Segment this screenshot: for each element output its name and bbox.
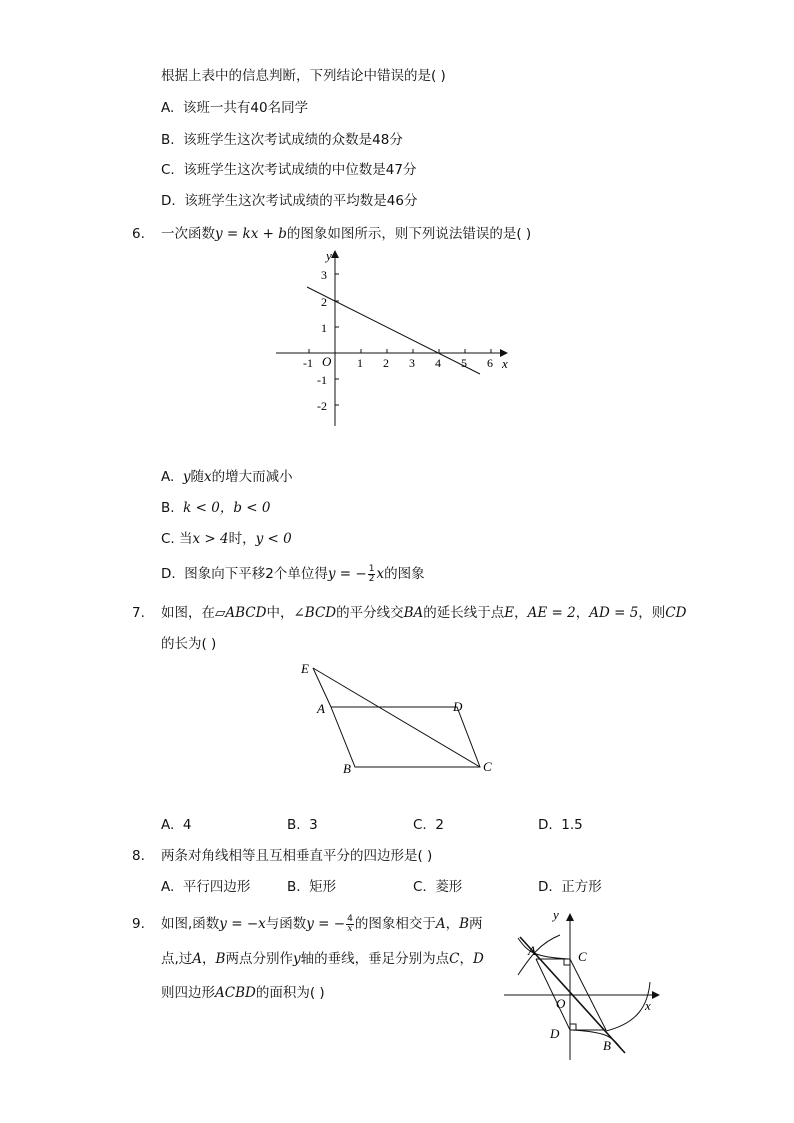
q6-x-tick: 4 — [435, 356, 441, 370]
q7-option-c: C. 2 — [413, 817, 444, 833]
q9-label-b: B — [603, 1038, 611, 1053]
q9-stem-line2: 点,过A，B两点分别作y轴的垂线，垂足分别为点C，D — [161, 951, 484, 967]
q8-option-b: B. 矩形 — [287, 879, 337, 895]
q9-hyperbola-figure — [500, 905, 670, 1065]
q9-number: 9. — [132, 916, 145, 932]
q8-number: 8. — [132, 848, 145, 864]
q9-label-a: A — [528, 943, 536, 958]
q6-y-tick: 1 — [321, 321, 327, 335]
q6-x-tick: 3 — [409, 356, 415, 370]
q6-x-tick: -1 — [303, 356, 313, 370]
q6-x-tick: 2 — [383, 356, 389, 370]
q6-y-tick: 2 — [321, 295, 327, 309]
q8-stem: 两条对角线相等且互相垂直平分的四边形是( ) — [161, 848, 433, 864]
q8-option-c: C. 菱形 — [413, 879, 463, 895]
q5-option-d: D. 该班学生这次考试成绩的平均数是46分 — [161, 193, 418, 209]
q7-stem-line2: 的长为( ) — [161, 636, 217, 652]
q6-y-tick: -1 — [317, 373, 327, 387]
q8-option-a: A. 平行四边形 — [161, 879, 251, 895]
q6-x-axis-label: x — [502, 356, 508, 371]
q7-stem-line1: 如图，在▱ABCD中，∠BCD的平分线交BA的延长线于点E，AE = 2，AD = 5，则CD — [161, 605, 687, 621]
q5-option-a: A. 该班一共有40名同学 — [161, 100, 309, 116]
q6-y-axis-label: y — [326, 248, 332, 263]
q6-x-tick: 6 — [487, 356, 493, 370]
q7-label-b: B — [343, 761, 351, 776]
q6-option-a: A. y随x的增大而减小 — [161, 469, 293, 485]
q5-option-b: B. 该班学生这次考试成绩的众数是48分 — [161, 132, 403, 148]
q7-parallelogram-figure — [295, 655, 505, 785]
q7-option-d: D. 1.5 — [538, 817, 583, 833]
q6-stem: 一次函数y = kx + b的图象如图所示，则下列说法错误的是( ) — [161, 226, 532, 242]
q9-y-axis-label: y — [553, 907, 559, 922]
q9-stem-line3: 则四边形ACBD的面积为( ) — [161, 985, 325, 1001]
q7-option-a: A. 4 — [161, 817, 192, 833]
q7-number: 7. — [132, 605, 145, 621]
q7-label-e: E — [301, 661, 309, 676]
q6-x-tick: 1 — [357, 356, 363, 370]
q7-option-b: B. 3 — [287, 817, 318, 833]
q7-label-c: C — [483, 759, 492, 774]
q6-y-tick: -2 — [317, 399, 327, 413]
q6-y-tick: 3 — [321, 268, 327, 282]
q6-option-d: D. 图象向下平移2个单位得y = − $\frac{1}{2}$ x的图象 — [161, 563, 425, 584]
q7-label-a: A — [317, 701, 325, 716]
q6-x-tick: 5 — [461, 356, 467, 370]
q9-x-axis-label: x — [645, 998, 651, 1013]
q6-number: 6. — [132, 226, 145, 242]
q9-label-d: D — [550, 1026, 560, 1041]
q5-stem: 根据上表中的信息判断，下列结论中错误的是( ) — [161, 68, 446, 84]
q5-option-c: C. 该班学生这次考试成绩的中位数是47分 — [161, 162, 417, 178]
q6-function-line — [307, 287, 480, 374]
q7-label-d: D — [453, 699, 463, 714]
q6-option-c: C. 当x > 4时，y < 0 — [161, 531, 292, 547]
q6-option-b: B. k < 0，b < 0 — [161, 500, 271, 516]
q9-stem-line1: 如图,函数y = −x与函数y = − $\frac{4}{x}$ 的图象相交于A，B两 — [161, 913, 483, 934]
q8-option-d: D. 正方形 — [538, 879, 602, 895]
q6-linear-function-graph — [270, 246, 510, 431]
q9-label-c: C — [578, 949, 587, 964]
q9-label-o: O — [556, 996, 566, 1011]
q6-origin-label: O — [322, 354, 332, 369]
